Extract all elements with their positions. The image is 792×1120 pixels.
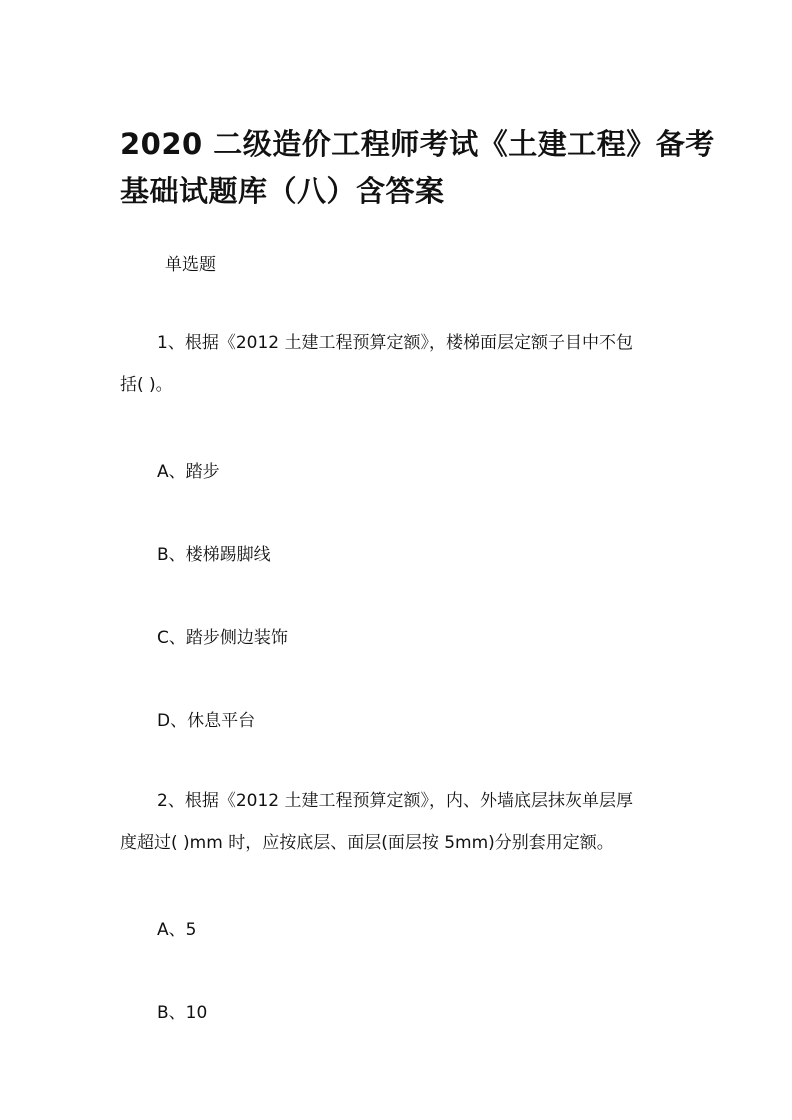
question-1-option-c: C、踏步侧边装饰 — [157, 628, 288, 648]
title-line-1: 2020 二级造价工程师考试《土建工程》备考 — [120, 127, 715, 161]
question-1-option-a: A、踏步 — [157, 462, 220, 482]
document-title — [120, 121, 715, 215]
question-2-option-b: B、10 — [157, 1003, 208, 1023]
question-1-line-1: 1、根据《2012 土建工程预算定额》，楼梯面层定额子目中不包 — [157, 333, 633, 353]
question-2-option-a: A、5 — [157, 920, 197, 940]
question-1-line-2: 括( )。 — [120, 375, 173, 395]
question-2-line-2: 度超过( )mm 时，应按底层、面层(面层按 5mm)分别套用定额。 — [120, 833, 614, 853]
title-line-2: 基础试题库（八）含答案 — [120, 174, 445, 208]
question-1-text — [120, 322, 690, 406]
question-1-option-d: D、休息平台 — [157, 711, 256, 731]
question-1-option-b: B、楼梯踢脚线 — [157, 545, 271, 565]
section-label: 单选题 — [165, 255, 216, 275]
question-2-text — [120, 780, 690, 864]
question-2-line-1: 2、根据《2012 土建工程预算定额》，内、外墙底层抹灰单层厚 — [157, 791, 633, 811]
